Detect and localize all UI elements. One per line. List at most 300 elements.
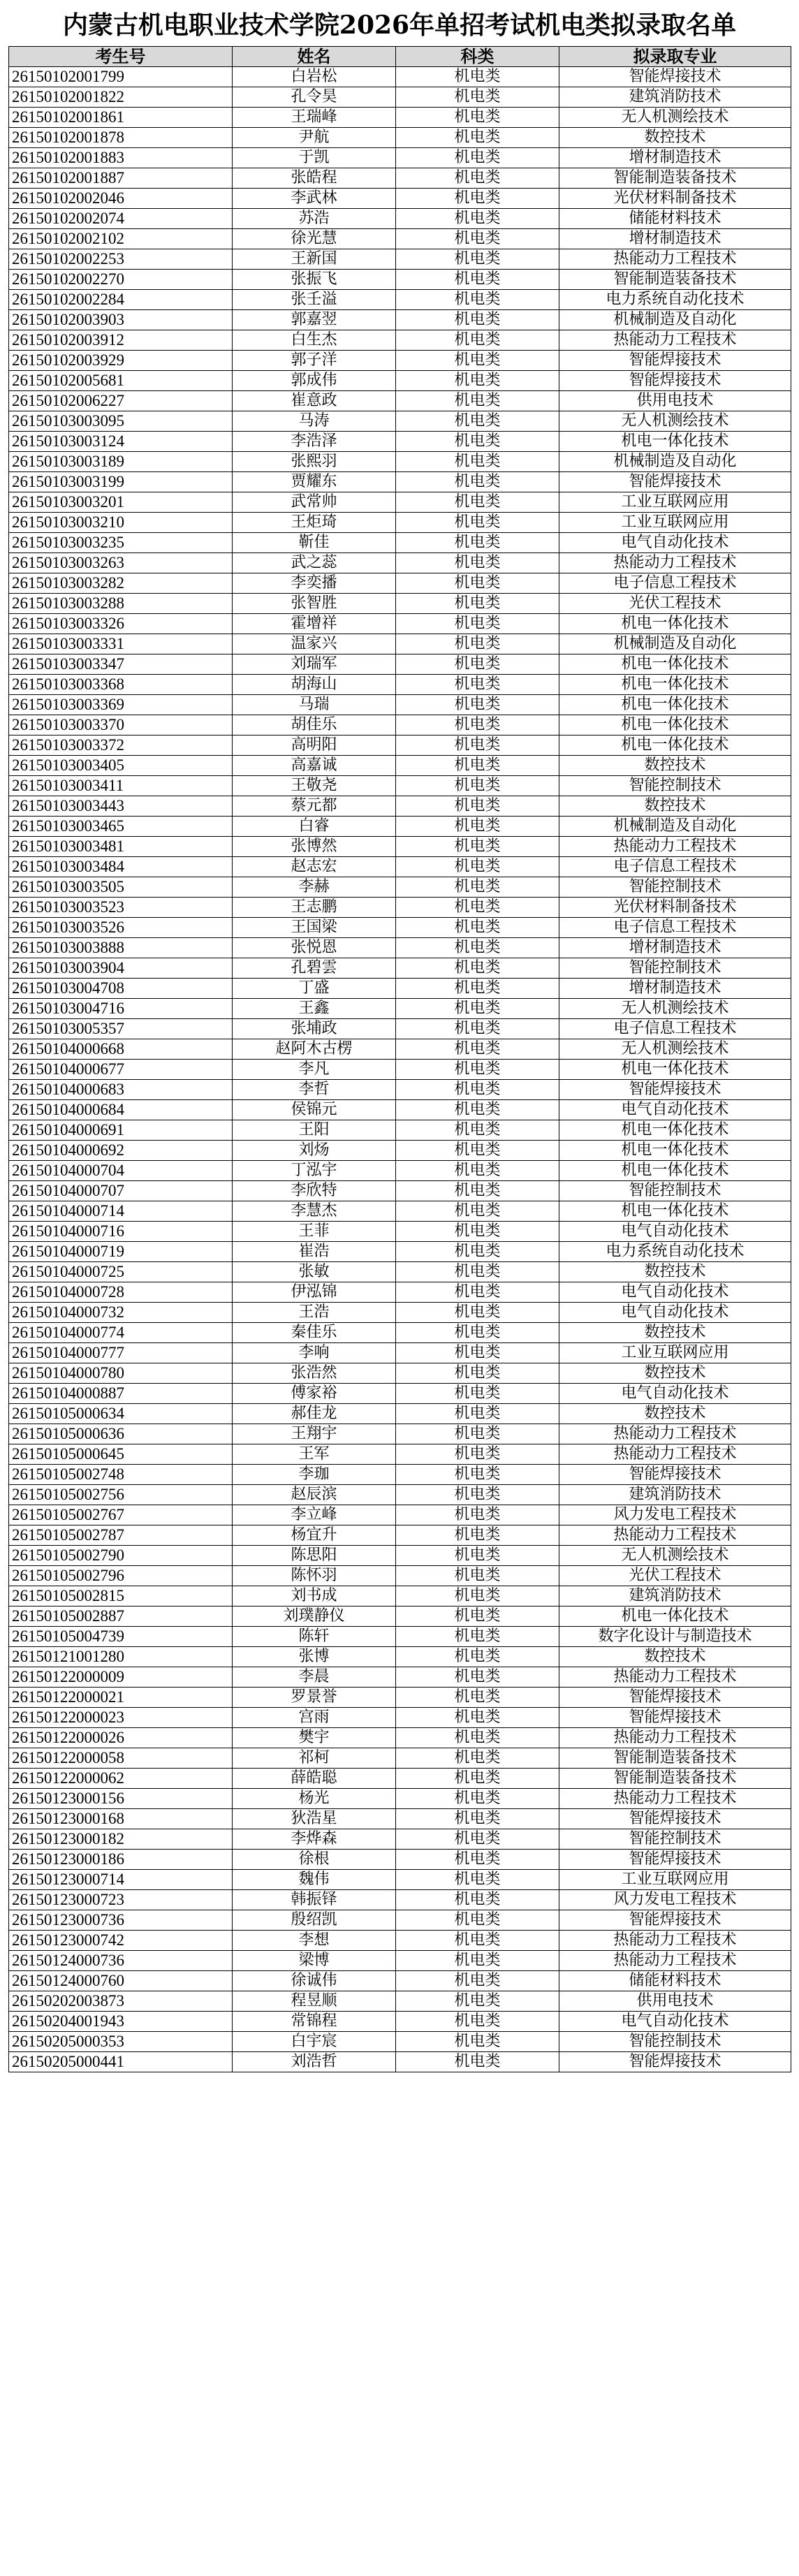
cell-category: 机电类 xyxy=(396,1667,559,1688)
cell-major: 电气自动化技术 xyxy=(559,1303,791,1323)
table-row xyxy=(9,1525,791,1546)
cell-category: 机电类 xyxy=(396,1444,559,1465)
cell-category: 机电类 xyxy=(396,2032,559,2052)
cell-name: 温家兴 xyxy=(233,634,396,654)
cell-exam-number: 26150103003288 xyxy=(9,594,233,614)
cell-major: 机电一体化技术 xyxy=(559,1141,791,1161)
cell-category: 机电类 xyxy=(396,654,559,675)
cell-major: 增材制造技术 xyxy=(559,229,791,249)
table-row xyxy=(9,351,791,371)
cell-name: 武常帅 xyxy=(233,492,396,513)
cell-name: 陈怀羽 xyxy=(233,1566,396,1586)
table-row xyxy=(9,1850,791,1870)
cell-major: 储能材料技术 xyxy=(559,1971,791,1991)
cell-exam-number: 26150105000645 xyxy=(9,1444,233,1465)
cell-category: 机电类 xyxy=(396,371,559,391)
cell-major: 机电一体化技术 xyxy=(559,614,791,634)
cell-name: 侯锦元 xyxy=(233,1100,396,1120)
cell-exam-number: 26150105002756 xyxy=(9,1485,233,1505)
cell-name: 王敬尧 xyxy=(233,776,396,796)
cell-major: 电力系统自动化技术 xyxy=(559,290,791,310)
cell-exam-number: 26150104000719 xyxy=(9,1242,233,1262)
cell-name: 白睿 xyxy=(233,817,396,837)
cell-major: 智能控制技术 xyxy=(559,776,791,796)
cell-name: 徐光慧 xyxy=(233,229,396,249)
cell-exam-number: 26150122000058 xyxy=(9,1748,233,1769)
cell-major: 数控技术 xyxy=(559,1262,791,1282)
cell-exam-number: 26150104000777 xyxy=(9,1343,233,1363)
cell-exam-number: 26150121001280 xyxy=(9,1647,233,1667)
cell-major: 智能制造装备技术 xyxy=(559,270,791,290)
cell-major: 智能控制技术 xyxy=(559,877,791,898)
cell-major: 电子信息工程技术 xyxy=(559,918,791,938)
cell-category: 机电类 xyxy=(396,108,559,128)
cell-exam-number: 26150123000168 xyxy=(9,1809,233,1829)
cell-name: 李烨森 xyxy=(233,1829,396,1850)
cell-category: 机电类 xyxy=(396,938,559,958)
table-row xyxy=(9,1829,791,1850)
cell-category: 机电类 xyxy=(396,1850,559,1870)
cell-category: 机电类 xyxy=(396,432,559,452)
table-row xyxy=(9,1019,791,1039)
cell-name: 薛皓聪 xyxy=(233,1769,396,1789)
cell-major: 光伏材料制备技术 xyxy=(559,189,791,209)
cell-category: 机电类 xyxy=(396,1181,559,1201)
table-row xyxy=(9,1870,791,1890)
table-row xyxy=(9,918,791,938)
cell-major: 热能动力工程技术 xyxy=(559,553,791,573)
cell-category: 机电类 xyxy=(396,209,559,229)
cell-category: 机电类 xyxy=(396,1303,559,1323)
cell-major: 光伏工程技术 xyxy=(559,1566,791,1586)
cell-name: 王国梁 xyxy=(233,918,396,938)
cell-name: 郭成伟 xyxy=(233,371,396,391)
cell-exam-number: 26150102001883 xyxy=(9,148,233,168)
table-row xyxy=(9,1910,791,1931)
cell-category: 机电类 xyxy=(396,310,559,330)
cell-category: 机电类 xyxy=(396,553,559,573)
cell-name: 傅家裕 xyxy=(233,1384,396,1404)
cell-name: 马涛 xyxy=(233,411,396,432)
cell-name: 李武林 xyxy=(233,189,396,209)
cell-major: 建筑消防技术 xyxy=(559,1586,791,1607)
cell-name: 于凯 xyxy=(233,148,396,168)
table-row xyxy=(9,756,791,776)
cell-major: 光伏工程技术 xyxy=(559,594,791,614)
table-row xyxy=(9,290,791,310)
cell-exam-number: 26150103003484 xyxy=(9,857,233,877)
cell-category: 机电类 xyxy=(396,290,559,310)
cell-category: 机电类 xyxy=(396,1951,559,1971)
cell-name: 张壬溢 xyxy=(233,290,396,310)
table-body xyxy=(9,67,791,2072)
cell-category: 机电类 xyxy=(396,148,559,168)
cell-name: 蔡元都 xyxy=(233,796,396,817)
table-row xyxy=(9,391,791,411)
table-row xyxy=(9,1769,791,1789)
cell-name: 李珈 xyxy=(233,1465,396,1485)
table-row xyxy=(9,108,791,128)
cell-exam-number: 26150103003481 xyxy=(9,837,233,857)
cell-major: 机械制造及自动化 xyxy=(559,452,791,472)
cell-category: 机电类 xyxy=(396,189,559,209)
table-row xyxy=(9,654,791,675)
cell-name: 郝佳龙 xyxy=(233,1404,396,1424)
cell-exam-number: 26150104000732 xyxy=(9,1303,233,1323)
cell-major: 工业互联网应用 xyxy=(559,492,791,513)
table-row xyxy=(9,958,791,979)
table-row xyxy=(9,1647,791,1667)
cell-major: 机电一体化技术 xyxy=(559,1060,791,1080)
cell-major: 热能动力工程技术 xyxy=(559,1789,791,1809)
cell-exam-number: 26150102003912 xyxy=(9,330,233,351)
cell-exam-number: 26150123000156 xyxy=(9,1789,233,1809)
table-row xyxy=(9,2052,791,2072)
cell-major: 机电一体化技术 xyxy=(559,1607,791,1627)
cell-category: 机电类 xyxy=(396,128,559,148)
cell-name: 张皓程 xyxy=(233,168,396,189)
table-row xyxy=(9,2012,791,2032)
cell-category: 机电类 xyxy=(396,736,559,756)
cell-category: 机电类 xyxy=(396,1120,559,1141)
cell-exam-number: 26150103003189 xyxy=(9,452,233,472)
table-row xyxy=(9,209,791,229)
document-title: 内蒙古机电职业技术学院2026年单招考试机电类拟录取名单 xyxy=(62,10,737,40)
table-row xyxy=(9,634,791,654)
cell-exam-number: 26150102002284 xyxy=(9,290,233,310)
cell-category: 机电类 xyxy=(396,877,559,898)
cell-major: 智能焊接技术 xyxy=(559,67,791,87)
cell-exam-number: 26150104000677 xyxy=(9,1060,233,1080)
cell-major: 无人机测绘技术 xyxy=(559,999,791,1019)
cell-exam-number: 26150104000692 xyxy=(9,1141,233,1161)
table-row xyxy=(9,1039,791,1060)
cell-name: 赵阿木古楞 xyxy=(233,1039,396,1060)
cell-name: 李晨 xyxy=(233,1667,396,1688)
table-row xyxy=(9,999,791,1019)
cell-major: 机电一体化技术 xyxy=(559,1120,791,1141)
cell-exam-number: 26150103003904 xyxy=(9,958,233,979)
cell-major: 工业互联网应用 xyxy=(559,513,791,533)
cell-category: 机电类 xyxy=(396,1991,559,2012)
table-row xyxy=(9,1262,791,1282)
cell-name: 白宇宸 xyxy=(233,2032,396,2052)
cell-exam-number: 26150105002790 xyxy=(9,1546,233,1566)
cell-name: 杨光 xyxy=(233,1789,396,1809)
table-row xyxy=(9,614,791,634)
cell-major: 电气自动化技术 xyxy=(559,1282,791,1303)
table-row xyxy=(9,2032,791,2052)
table-row xyxy=(9,1282,791,1303)
cell-exam-number: 26150103004716 xyxy=(9,999,233,1019)
cell-exam-number: 26150103003326 xyxy=(9,614,233,634)
cell-major: 电气自动化技术 xyxy=(559,533,791,553)
cell-name: 郭嘉翌 xyxy=(233,310,396,330)
cell-major: 电气自动化技术 xyxy=(559,1384,791,1404)
cell-major: 工业互联网应用 xyxy=(559,1343,791,1363)
cell-category: 机电类 xyxy=(396,2012,559,2032)
cell-name: 白生杰 xyxy=(233,330,396,351)
table-row xyxy=(9,1303,791,1323)
cell-name: 崔意政 xyxy=(233,391,396,411)
header-exam-number: 考生号 xyxy=(9,47,233,67)
cell-name: 王瑞峰 xyxy=(233,108,396,128)
cell-name: 孔碧雲 xyxy=(233,958,396,979)
table-row xyxy=(9,837,791,857)
cell-category: 机电类 xyxy=(396,1890,559,1910)
cell-exam-number: 26150102005681 xyxy=(9,371,233,391)
cell-exam-number: 26150105002748 xyxy=(9,1465,233,1485)
table-row xyxy=(9,736,791,756)
cell-name: 王菲 xyxy=(233,1222,396,1242)
cell-major: 机电一体化技术 xyxy=(559,1161,791,1181)
cell-name: 狄浩星 xyxy=(233,1809,396,1829)
cell-name: 王浩 xyxy=(233,1303,396,1323)
cell-exam-number: 26150103003199 xyxy=(9,472,233,492)
table-row xyxy=(9,310,791,330)
cell-major: 电气自动化技术 xyxy=(559,2012,791,2032)
cell-exam-number: 26150104000774 xyxy=(9,1323,233,1343)
cell-exam-number: 26150105000634 xyxy=(9,1404,233,1424)
cell-major: 数控技术 xyxy=(559,796,791,817)
table-row xyxy=(9,128,791,148)
cell-exam-number: 26150103003888 xyxy=(9,938,233,958)
table-row xyxy=(9,1465,791,1485)
cell-category: 机电类 xyxy=(396,857,559,877)
cell-category: 机电类 xyxy=(396,2052,559,2072)
cell-category: 机电类 xyxy=(396,1282,559,1303)
table-row xyxy=(9,1424,791,1444)
table-row xyxy=(9,594,791,614)
cell-category: 机电类 xyxy=(396,1465,559,1485)
cell-name: 刘书成 xyxy=(233,1586,396,1607)
cell-name: 王阳 xyxy=(233,1120,396,1141)
cell-major: 智能焊接技术 xyxy=(559,2052,791,2072)
cell-exam-number: 26150104000728 xyxy=(9,1282,233,1303)
cell-category: 机电类 xyxy=(396,1262,559,1282)
table-row xyxy=(9,371,791,391)
cell-name: 殷绍凯 xyxy=(233,1910,396,1931)
cell-major: 数控技术 xyxy=(559,1647,791,1667)
cell-major: 热能动力工程技术 xyxy=(559,1951,791,1971)
cell-name: 刘瑞军 xyxy=(233,654,396,675)
table-row xyxy=(9,857,791,877)
cell-major: 热能动力工程技术 xyxy=(559,1931,791,1951)
cell-category: 机电类 xyxy=(396,614,559,634)
cell-category: 机电类 xyxy=(396,351,559,371)
cell-exam-number: 26150102001878 xyxy=(9,128,233,148)
cell-major: 机械制造及自动化 xyxy=(559,817,791,837)
cell-major: 风力发电工程技术 xyxy=(559,1890,791,1910)
cell-major: 智能制造装备技术 xyxy=(559,1769,791,1789)
cell-name: 马瑞 xyxy=(233,695,396,715)
cell-exam-number: 26150105002887 xyxy=(9,1607,233,1627)
cell-exam-number: 26150105002767 xyxy=(9,1505,233,1525)
cell-major: 智能控制技术 xyxy=(559,1829,791,1850)
cell-major: 智能焊接技术 xyxy=(559,1688,791,1708)
cell-exam-number: 26150103005357 xyxy=(9,1019,233,1039)
cell-name: 秦佳乐 xyxy=(233,1323,396,1343)
cell-exam-number: 26150205000353 xyxy=(9,2032,233,2052)
cell-name: 王鑫 xyxy=(233,999,396,1019)
cell-major: 智能制造装备技术 xyxy=(559,168,791,189)
cell-exam-number: 26150104000716 xyxy=(9,1222,233,1242)
cell-category: 机电类 xyxy=(396,1586,559,1607)
cell-name: 王志鹏 xyxy=(233,898,396,918)
cell-category: 机电类 xyxy=(396,1809,559,1829)
cell-category: 机电类 xyxy=(396,1829,559,1850)
cell-name: 李赫 xyxy=(233,877,396,898)
cell-category: 机电类 xyxy=(396,492,559,513)
cell-name: 常锦程 xyxy=(233,2012,396,2032)
cell-category: 机电类 xyxy=(396,1971,559,1991)
cell-category: 机电类 xyxy=(396,1019,559,1039)
cell-name: 高嘉诚 xyxy=(233,756,396,776)
cell-exam-number: 26150102001887 xyxy=(9,168,233,189)
cell-exam-number: 26150102002074 xyxy=(9,209,233,229)
cell-major: 热能动力工程技术 xyxy=(559,1667,791,1688)
cell-name: 韩振铎 xyxy=(233,1890,396,1910)
cell-exam-number: 26150103003372 xyxy=(9,736,233,756)
cell-category: 机电类 xyxy=(396,796,559,817)
cell-exam-number: 26150103003331 xyxy=(9,634,233,654)
table-row xyxy=(9,553,791,573)
cell-name: 张悦恩 xyxy=(233,938,396,958)
cell-category: 机电类 xyxy=(396,1363,559,1384)
table-row xyxy=(9,148,791,168)
table-row xyxy=(9,877,791,898)
cell-major: 无人机测绘技术 xyxy=(559,1039,791,1060)
cell-name: 刘璞静仪 xyxy=(233,1607,396,1627)
cell-name: 王新国 xyxy=(233,249,396,270)
table-row xyxy=(9,1931,791,1951)
cell-exam-number: 26150102001822 xyxy=(9,87,233,108)
table-row xyxy=(9,492,791,513)
table-row xyxy=(9,1060,791,1080)
cell-name: 徐诚伟 xyxy=(233,1971,396,1991)
cell-major: 储能材料技术 xyxy=(559,209,791,229)
cell-major: 智能焊接技术 xyxy=(559,371,791,391)
cell-exam-number: 26150205000441 xyxy=(9,2052,233,2072)
table-row xyxy=(9,1627,791,1647)
cell-name: 梁博 xyxy=(233,1951,396,1971)
cell-name: 王炬琦 xyxy=(233,513,396,533)
table-row xyxy=(9,1080,791,1100)
cell-category: 机电类 xyxy=(396,958,559,979)
cell-name: 李哲 xyxy=(233,1080,396,1100)
cell-category: 机电类 xyxy=(396,817,559,837)
cell-name: 陈思阳 xyxy=(233,1546,396,1566)
cell-category: 机电类 xyxy=(396,1748,559,1769)
cell-category: 机电类 xyxy=(396,1505,559,1525)
cell-major: 供用电技术 xyxy=(559,1991,791,2012)
table-row xyxy=(9,1323,791,1343)
cell-major: 机电一体化技术 xyxy=(559,695,791,715)
cell-category: 机电类 xyxy=(396,1060,559,1080)
table-row xyxy=(9,979,791,999)
cell-major: 无人机测绘技术 xyxy=(559,411,791,432)
table-row xyxy=(9,1566,791,1586)
cell-category: 机电类 xyxy=(396,1789,559,1809)
cell-exam-number: 26150122000062 xyxy=(9,1769,233,1789)
cell-name: 张博 xyxy=(233,1647,396,1667)
cell-major: 风力发电工程技术 xyxy=(559,1505,791,1525)
header-major: 拟录取专业 xyxy=(559,47,791,67)
cell-category: 机电类 xyxy=(396,979,559,999)
cell-exam-number: 26150104000714 xyxy=(9,1201,233,1222)
cell-exam-number: 26150103003347 xyxy=(9,654,233,675)
cell-category: 机电类 xyxy=(396,1870,559,1890)
cell-category: 机电类 xyxy=(396,1242,559,1262)
cell-name: 贾耀东 xyxy=(233,472,396,492)
cell-exam-number: 26150204001943 xyxy=(9,2012,233,2032)
cell-category: 机电类 xyxy=(396,168,559,189)
cell-category: 机电类 xyxy=(396,695,559,715)
cell-major: 光伏材料制备技术 xyxy=(559,898,791,918)
cell-category: 机电类 xyxy=(396,1607,559,1627)
table-row xyxy=(9,817,791,837)
cell-major: 智能焊接技术 xyxy=(559,1809,791,1829)
table-row xyxy=(9,1971,791,1991)
cell-major: 增材制造技术 xyxy=(559,938,791,958)
table-row xyxy=(9,472,791,492)
table-row xyxy=(9,270,791,290)
cell-name: 李欣特 xyxy=(233,1181,396,1201)
cell-name: 丁盛 xyxy=(233,979,396,999)
cell-major: 智能焊接技术 xyxy=(559,472,791,492)
cell-major: 电子信息工程技术 xyxy=(559,857,791,877)
cell-exam-number: 26150104000725 xyxy=(9,1262,233,1282)
cell-name: 张埔政 xyxy=(233,1019,396,1039)
cell-exam-number: 26150104000887 xyxy=(9,1384,233,1404)
table-row xyxy=(9,189,791,209)
cell-major: 机电一体化技术 xyxy=(559,675,791,695)
cell-major: 数字化设计与制造技术 xyxy=(559,1627,791,1647)
cell-major: 电子信息工程技术 xyxy=(559,573,791,594)
cell-name: 王军 xyxy=(233,1444,396,1465)
cell-exam-number: 26150102002102 xyxy=(9,229,233,249)
cell-name: 李立峰 xyxy=(233,1505,396,1525)
cell-name: 陈轩 xyxy=(233,1627,396,1647)
table-row xyxy=(9,1951,791,1971)
cell-exam-number: 26150105002787 xyxy=(9,1525,233,1546)
cell-exam-number: 26150102001799 xyxy=(9,67,233,87)
cell-exam-number: 26150103003443 xyxy=(9,796,233,817)
cell-exam-number: 26150102006227 xyxy=(9,391,233,411)
cell-exam-number: 26150103003210 xyxy=(9,513,233,533)
cell-category: 机电类 xyxy=(396,472,559,492)
cell-category: 机电类 xyxy=(396,756,559,776)
cell-name: 李响 xyxy=(233,1343,396,1363)
cell-name: 李慧杰 xyxy=(233,1201,396,1222)
cell-name: 霍增祥 xyxy=(233,614,396,634)
cell-category: 机电类 xyxy=(396,1627,559,1647)
cell-name: 胡海山 xyxy=(233,675,396,695)
cell-category: 机电类 xyxy=(396,330,559,351)
cell-name: 樊宇 xyxy=(233,1728,396,1748)
cell-major: 智能焊接技术 xyxy=(559,1465,791,1485)
cell-category: 机电类 xyxy=(396,513,559,533)
cell-category: 机电类 xyxy=(396,634,559,654)
cell-category: 机电类 xyxy=(396,594,559,614)
cell-exam-number: 26150105004739 xyxy=(9,1627,233,1647)
table-row xyxy=(9,330,791,351)
cell-name: 李奕播 xyxy=(233,573,396,594)
cell-major: 智能控制技术 xyxy=(559,958,791,979)
table-row xyxy=(9,1991,791,2012)
table-row xyxy=(9,1201,791,1222)
cell-name: 李想 xyxy=(233,1931,396,1951)
